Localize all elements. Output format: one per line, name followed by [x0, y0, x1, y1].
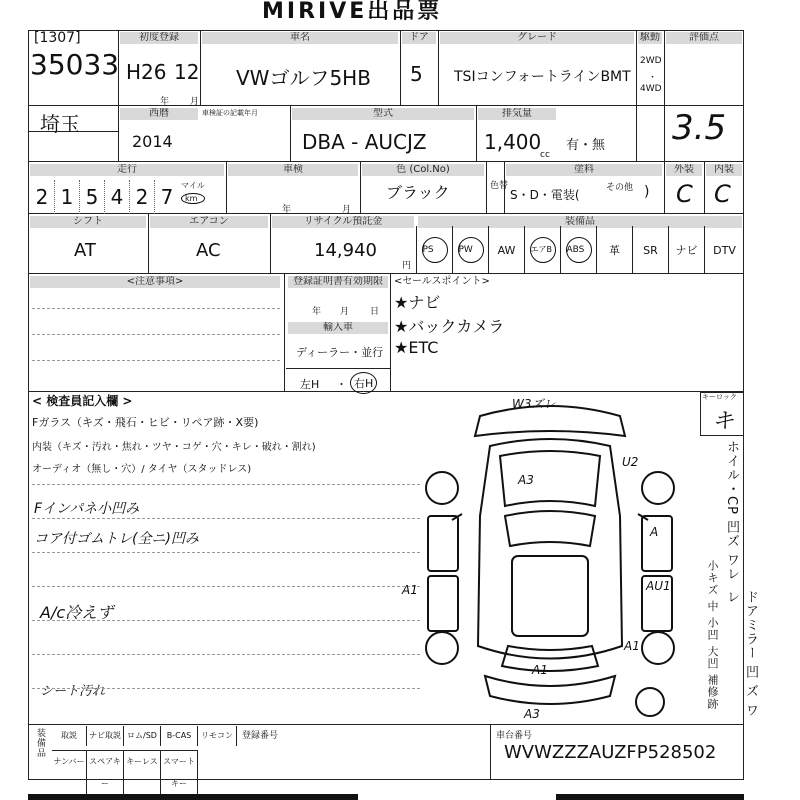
vin-value: WVWZZZAUZFP528502	[504, 742, 717, 763]
left-front-door	[428, 516, 458, 571]
lot-number: 35033	[30, 48, 120, 81]
drive-label: 駆動	[640, 32, 660, 43]
row2-left-divider	[28, 30, 118, 132]
col-divider-8	[226, 162, 227, 214]
left-rear-door	[428, 576, 458, 631]
color-label: 色 (Col.No)	[362, 164, 484, 176]
color-side: 色替	[490, 181, 509, 191]
sales-point-item: ★バックカメラ	[394, 317, 505, 336]
footer-bar-right	[556, 794, 744, 800]
col-divider-14	[148, 214, 149, 274]
inspection-year: 年	[282, 205, 292, 215]
paint-other: その他	[606, 183, 634, 193]
shift-value: AT	[74, 240, 96, 261]
side-legend-2: 小キズ 中 小凹 大凹 補修跡	[706, 560, 719, 710]
col-divider-16	[284, 274, 285, 392]
mark-fender: U2	[622, 455, 639, 469]
sales-point-item: ★ナビ	[394, 293, 441, 312]
equip-pw	[452, 226, 488, 274]
displacement-label: 排気量	[478, 108, 556, 120]
import-label: 輸入車	[288, 322, 388, 334]
paint-close: )	[644, 184, 650, 200]
side-legend-1: ホイル・CP 凹ズ ワレ	[724, 440, 739, 582]
col-divider-3	[438, 30, 439, 106]
model-year-value: 2014	[132, 132, 173, 151]
mileage-digits	[30, 180, 226, 214]
equip-navi-label: ナビ	[675, 244, 698, 257]
inspector-note3: A/c冷えず	[40, 603, 114, 622]
grade-label: グレード	[440, 32, 634, 44]
displacement-unit: cc	[540, 150, 550, 160]
mark-right-door: A	[650, 525, 659, 539]
sales-point-item: ★ETC	[394, 338, 439, 357]
recycle-unit: 円	[402, 261, 412, 271]
col-divider-5	[664, 30, 665, 162]
displacement-value: 1,400	[484, 130, 542, 154]
opt-rom-sd: ロム/SD	[124, 726, 161, 746]
opt-manual: 取説	[52, 726, 87, 746]
notes-line	[32, 334, 280, 335]
drive-4wd: 4WD	[640, 84, 662, 94]
col-divider-7	[476, 106, 477, 162]
logo: MIRIVE出品票	[262, 0, 443, 24]
inspector-line	[32, 484, 420, 485]
equip-sr	[632, 226, 668, 274]
equip-ps-label: PS	[422, 237, 448, 263]
mark-right-rear: AU1	[646, 579, 671, 593]
inspector-line	[32, 518, 420, 519]
mark-rear: A1	[532, 663, 548, 677]
model-year-note: 車検証の記載年月	[202, 109, 258, 117]
score-label: 評価点	[666, 32, 742, 44]
opt-remote: リモコン	[198, 726, 237, 746]
inspector-note4: シート汚れ	[40, 684, 106, 699]
mark-rear-right: A1	[624, 639, 640, 653]
equip-navi	[668, 226, 704, 274]
equip-sr-label: SR	[643, 243, 658, 257]
notes-label: <注意事項>	[30, 276, 280, 288]
equip-abs-label: ABS	[566, 237, 592, 263]
roof-note: W3ズレ	[512, 397, 556, 411]
body-outline	[478, 439, 622, 659]
region-value: 埼玉	[40, 112, 80, 136]
rear-bumper	[485, 676, 615, 704]
vin-divider	[490, 724, 491, 780]
lot-divider	[118, 30, 119, 162]
equipment-label: 装備品	[418, 216, 742, 228]
steering-right: 右H	[350, 372, 377, 394]
model-value: VWゴルフ5HB	[236, 66, 371, 90]
inspector-note2: コア付ゴムトレ(全ニ)凹み	[34, 531, 199, 547]
model-year-label: 西暦	[120, 108, 198, 120]
mark-hood: A3	[518, 473, 534, 487]
interior-label: 内装	[706, 164, 742, 176]
inspection-label: 車検	[228, 164, 358, 176]
mileage-digit: 5	[80, 180, 105, 214]
col-divider-12	[664, 162, 665, 214]
bottom-opts-row1	[52, 726, 237, 746]
mark-left: A1	[402, 583, 418, 597]
roof	[512, 556, 588, 636]
bottom-kanji: 装備品	[35, 728, 45, 758]
aircon-value: AC	[196, 240, 221, 261]
opt-navi-manual: ナビ取説	[87, 726, 124, 746]
color-value: ブラック	[386, 183, 450, 202]
equip-aw	[488, 226, 524, 274]
lot-code: [1307]	[34, 30, 81, 46]
car-damage-diagram	[400, 396, 700, 726]
equip-pw-label: PW	[458, 237, 484, 263]
col-divider-1	[200, 30, 201, 106]
mileage-units	[179, 180, 205, 214]
opt-smart-key: スマートキー	[161, 751, 198, 795]
drive-dot: ・	[648, 73, 658, 83]
grade-value: TSIコンフォートラインBMT	[454, 69, 631, 85]
equip-dtv	[704, 226, 744, 274]
recycle-value: 14,940	[314, 240, 377, 261]
inspector-note1: Fインパネ小凹み	[34, 501, 140, 517]
wheel-lr	[426, 632, 458, 664]
col-divider-6	[290, 106, 291, 162]
equip-aw-label: AW	[497, 243, 516, 257]
equip-leather-label: 革	[609, 244, 620, 257]
hood	[500, 451, 600, 506]
col-divider-2	[400, 30, 401, 106]
inspector-line	[32, 620, 420, 621]
opt-bcas: B-CAS	[161, 726, 198, 746]
equip-dtv-label: DTV	[713, 243, 736, 257]
exterior-value: C	[676, 180, 693, 208]
bottom-opts-row2	[52, 750, 198, 795]
inspection-month: 月	[342, 205, 352, 215]
turbo-value: 有・無	[566, 138, 606, 153]
inspector-line	[32, 688, 420, 689]
import-value: ディーラー・並行	[296, 346, 384, 359]
key-lock-value: キ	[712, 409, 735, 434]
mileage-unit-mile: マイル	[181, 181, 205, 190]
windshield	[505, 511, 595, 546]
type-label: 型式	[292, 108, 474, 120]
notes-line	[32, 308, 280, 309]
inspector-glass: Fガラス（キズ・飛石・ヒビ・リペア跡・X要)	[32, 416, 259, 429]
footer-bar-left	[28, 794, 358, 800]
first-reg-year-unit: 年	[160, 97, 170, 107]
equip-abs	[560, 226, 596, 274]
exterior-label: 外装	[666, 164, 702, 176]
mark-rear-bumper: A3	[524, 707, 540, 721]
reg-expiry-year: 年	[312, 307, 322, 317]
opt-keyless: キーレス	[124, 751, 161, 795]
drive-2wd: 2WD	[640, 56, 662, 66]
mileage-digit: 2	[30, 180, 55, 214]
equip-leather	[596, 226, 632, 274]
type-value: DBA - AUCJZ	[302, 130, 427, 154]
first-reg-month: 12	[174, 60, 200, 84]
key-lock-label: キーロック	[702, 393, 737, 401]
steering-dot: ・	[336, 378, 347, 391]
shift-label: シフト	[30, 216, 146, 228]
first-reg-month-unit: 月	[190, 97, 200, 107]
inspector-audio: オーディオ（無し・穴）/ タイヤ（スタッドレス)	[32, 464, 252, 475]
reg-no-label: 登録番号	[242, 731, 279, 741]
doors-label: ドア	[402, 32, 436, 44]
interior-value: C	[714, 180, 731, 208]
mileage-label: 走行	[30, 164, 224, 176]
first-reg-label: 初度登録	[120, 32, 198, 44]
aircon-label: エアコン	[150, 216, 268, 228]
vin-label: 車台番号	[496, 731, 533, 741]
reg-expiry-day: 日	[370, 307, 380, 317]
bottom-top-line	[28, 724, 744, 725]
col-divider-9	[360, 162, 361, 214]
equip-airbag	[524, 226, 560, 274]
steering-left: 左H	[300, 378, 320, 391]
col-divider-13	[704, 162, 705, 214]
side-legend-3: ドアミラー 凹 ズ ワレ	[724, 590, 758, 718]
reg-expiry-label: 登録証明書有効期限	[288, 276, 388, 288]
inspector-label: < 検査員記入欄 >	[32, 394, 133, 408]
reg-expiry-month: 月	[340, 307, 350, 317]
col-divider-17	[390, 274, 391, 392]
col-divider-11	[504, 162, 505, 214]
opt-plate: ナンバー	[52, 751, 87, 795]
score-value: 3.5	[672, 108, 727, 148]
mileage-digit: 2	[130, 180, 155, 214]
mileage-digit: 1	[55, 180, 80, 214]
equip-ps	[416, 226, 452, 274]
col-divider-15	[270, 214, 271, 274]
wheel-rr	[642, 632, 674, 664]
inspector-line	[32, 654, 420, 655]
wheel-rf	[642, 472, 674, 504]
paint-label: 塗料	[506, 164, 662, 176]
inspector-interior: 内装（キズ・汚れ・焦れ・ツヤ・コゲ・穴・キレ・破れ・割れ)	[32, 442, 316, 453]
col-divider-4	[636, 30, 637, 162]
notes-line	[32, 360, 280, 361]
equip-airbag-label: エアB	[530, 237, 556, 263]
recycle-label: リサイクル預託金	[272, 216, 414, 228]
wheel-lf	[426, 472, 458, 504]
model-label: 車名	[202, 32, 398, 44]
opt-spare-key: スペアキー	[87, 751, 124, 795]
inspector-line	[32, 552, 420, 553]
steering-top	[286, 368, 390, 369]
sales-points-label: <セールスポイント>	[394, 276, 490, 287]
first-reg-era-year: H26	[126, 60, 167, 84]
mileage-digit: 7	[160, 185, 174, 209]
col-divider-10	[486, 162, 487, 214]
doors-value: 5	[410, 62, 423, 86]
inspector-line	[32, 586, 420, 587]
spare-wheel	[636, 688, 664, 716]
mileage-digit: 4	[105, 180, 130, 214]
mileage-unit-km: km	[181, 193, 205, 204]
paint-value: S・D・電装(	[510, 188, 580, 202]
